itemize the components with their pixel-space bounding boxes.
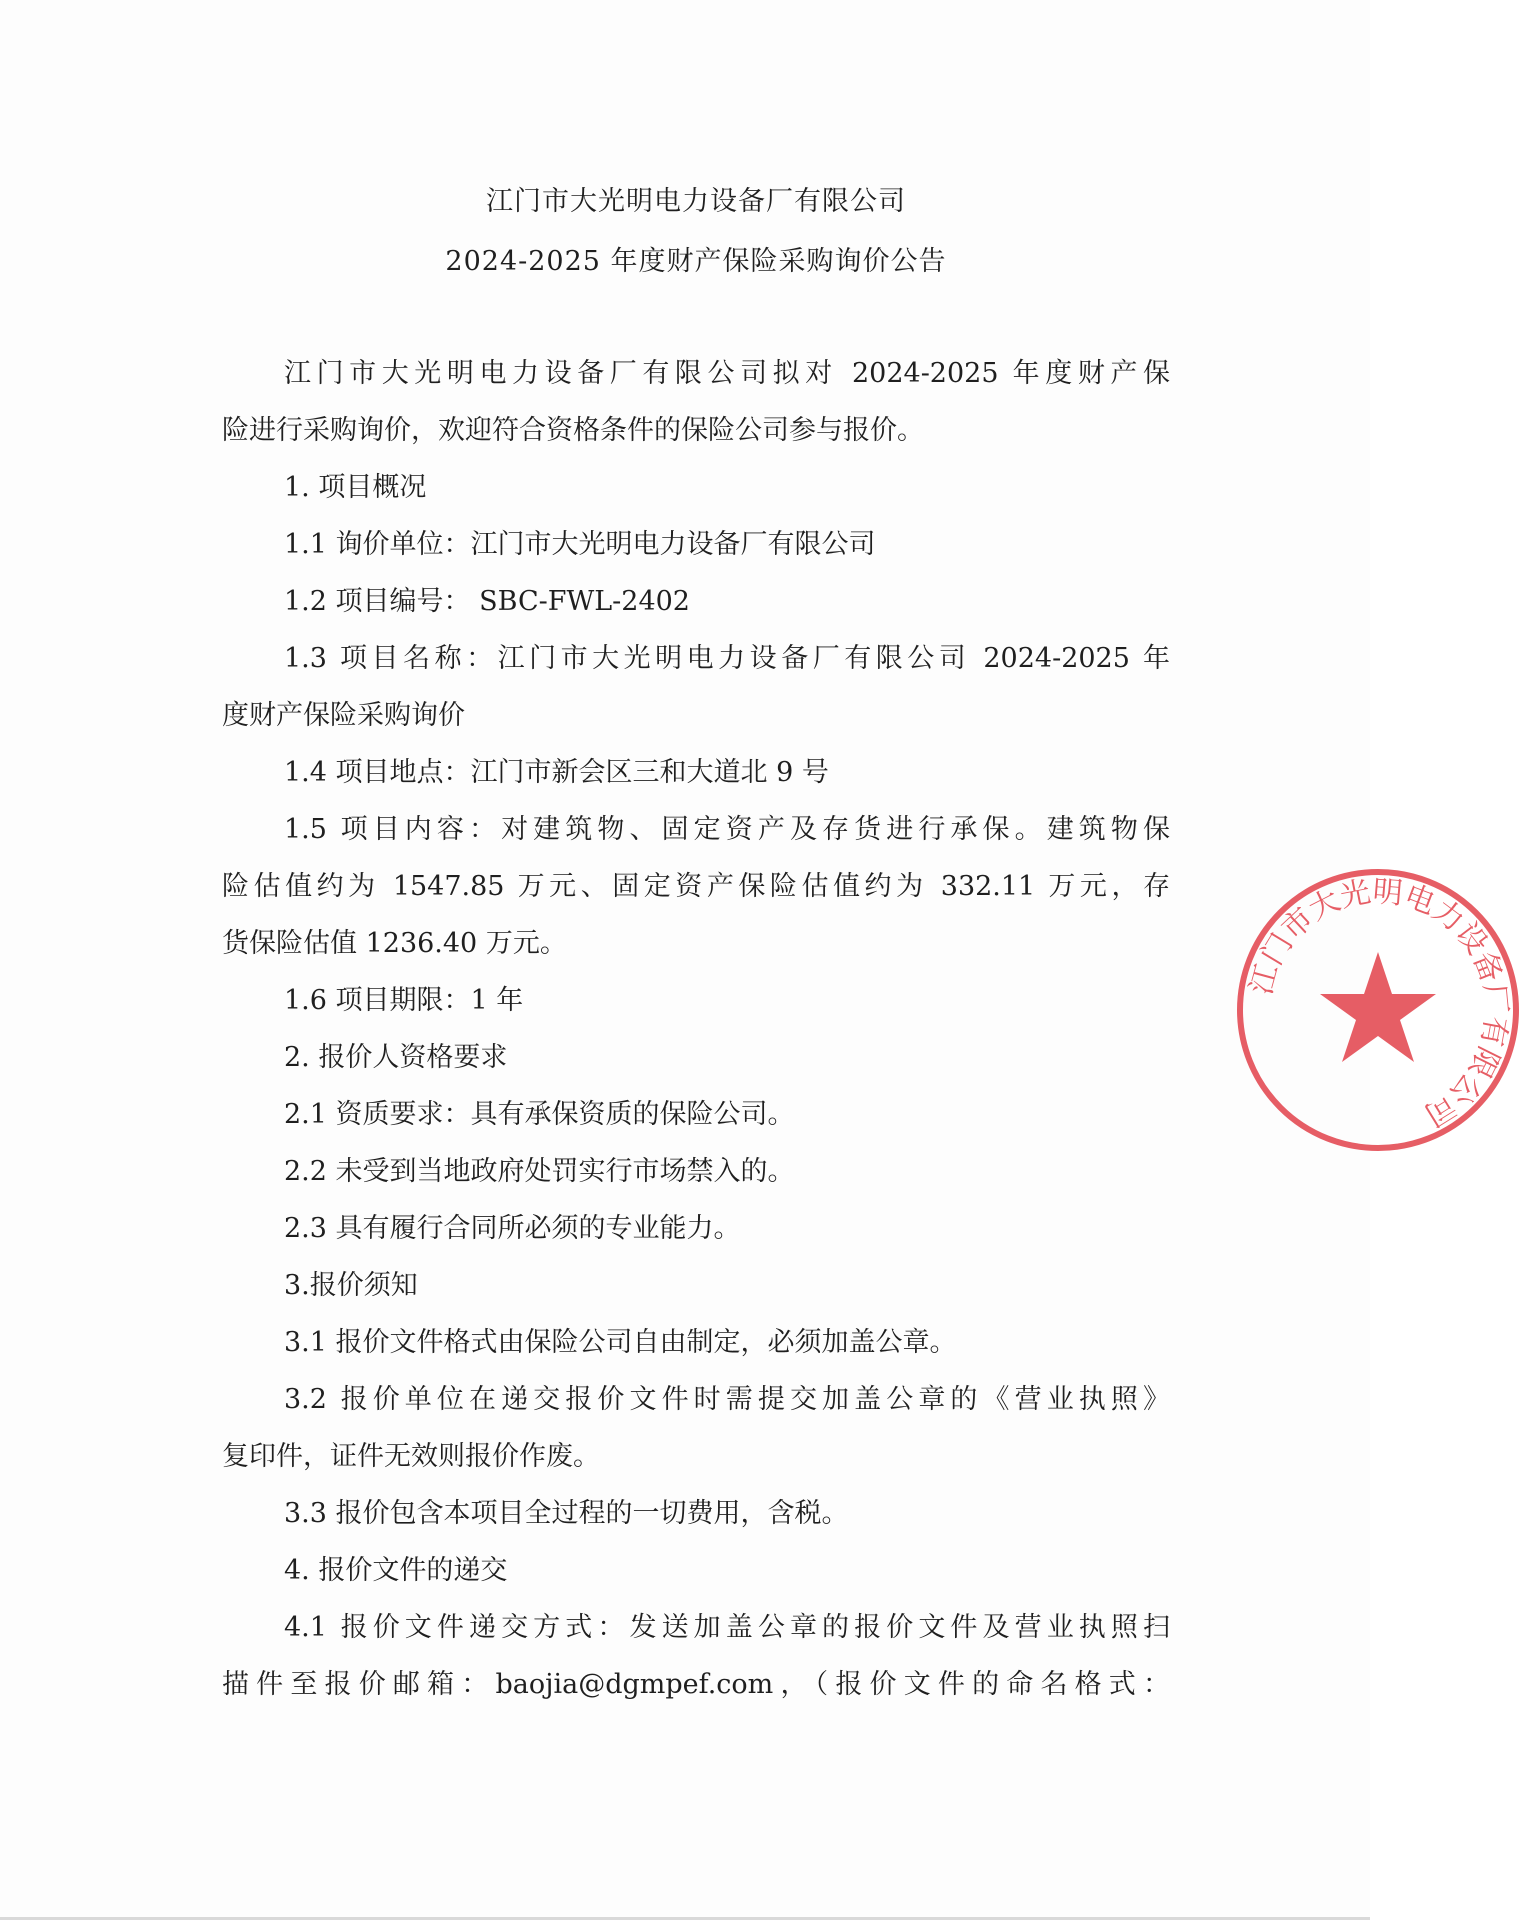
paragraph-line: 1.3 项目名称：江门市大光明电力设备厂有限公司 2024-2025 年 bbox=[284, 643, 1170, 674]
company-name-title: 江门市大光明电力设备厂有限公司 bbox=[486, 186, 906, 217]
paragraph-line: 1.6 项目期限：1 年 bbox=[284, 985, 524, 1016]
paragraph-line: 1.1 询价单位：江门市大光明电力设备厂有限公司 bbox=[284, 529, 876, 560]
paragraph-line: 2. 报价人资格要求 bbox=[284, 1042, 508, 1073]
paragraph-line: 2.2 未受到当地政府处罚实行市场禁入的。 bbox=[284, 1156, 795, 1187]
paragraph-line: 度财产保险采购询价 bbox=[222, 700, 465, 731]
paragraph-line: 3.1 报价文件格式由保险公司自由制定，必须加盖公章。 bbox=[284, 1327, 957, 1358]
seal-text: 江门市大光明电力设备厂有限公司 bbox=[1243, 874, 1514, 1133]
paragraph-line: 1.5 项目内容：对建筑物、固定资产及存货进行承保。建筑物保 bbox=[284, 814, 1170, 845]
paragraph-line: 3.报价须知 bbox=[284, 1270, 418, 1301]
paragraph-line: 货保险估值 1236.40 万元。 bbox=[222, 928, 567, 959]
paragraph-line: 险进行采购询价，欢迎符合资格条件的保险公司参与报价。 bbox=[222, 415, 924, 446]
paragraph-line: 4.1 报价文件递交方式：发送加盖公章的报价文件及营业执照扫 bbox=[284, 1612, 1170, 1643]
paragraph-line: 3.2 报价单位在递交报价文件时需提交加盖公章的《营业执照》 bbox=[284, 1384, 1170, 1415]
paragraph-line: 复印件，证件无效则报价作废。 bbox=[222, 1441, 600, 1472]
paragraph-line: 2.1 资质要求：具有承保资质的保险公司。 bbox=[284, 1099, 795, 1130]
paragraph-line: 4. 报价文件的递交 bbox=[284, 1555, 508, 1586]
seal-star-icon bbox=[1320, 952, 1436, 1062]
company-seal bbox=[1228, 860, 1528, 1160]
paragraph-line: 2.3 具有履行合同所必须的专业能力。 bbox=[284, 1213, 741, 1244]
paragraph-line: 描件至报价邮箱：baojia@dgmpef.com，（报价文件的命名格式： bbox=[222, 1669, 1170, 1700]
paragraph-line: 江门市大光明电力设备厂有限公司拟对 2024-2025 年度财产保 bbox=[284, 358, 1170, 389]
paragraph-line: 1.2 项目编号： SBC-FWL-2402 bbox=[284, 586, 690, 617]
document-body bbox=[222, 345, 1170, 1713]
paragraph-line: 险估值约为 1547.85 万元、固定资产保险估值约为 332.11 万元，存 bbox=[222, 871, 1170, 902]
paragraph-line: 1. 项目概况 bbox=[284, 472, 427, 503]
document-title bbox=[222, 172, 1170, 292]
paragraph-line: 3.3 报价包含本项目全过程的一切费用，含税。 bbox=[284, 1498, 849, 1529]
paragraph-line: 1.4 项目地点：江门市新会区三和大道北 9 号 bbox=[284, 757, 829, 788]
announcement-title: 2024-2025 年度财产保险采购询价公告 bbox=[445, 246, 947, 277]
